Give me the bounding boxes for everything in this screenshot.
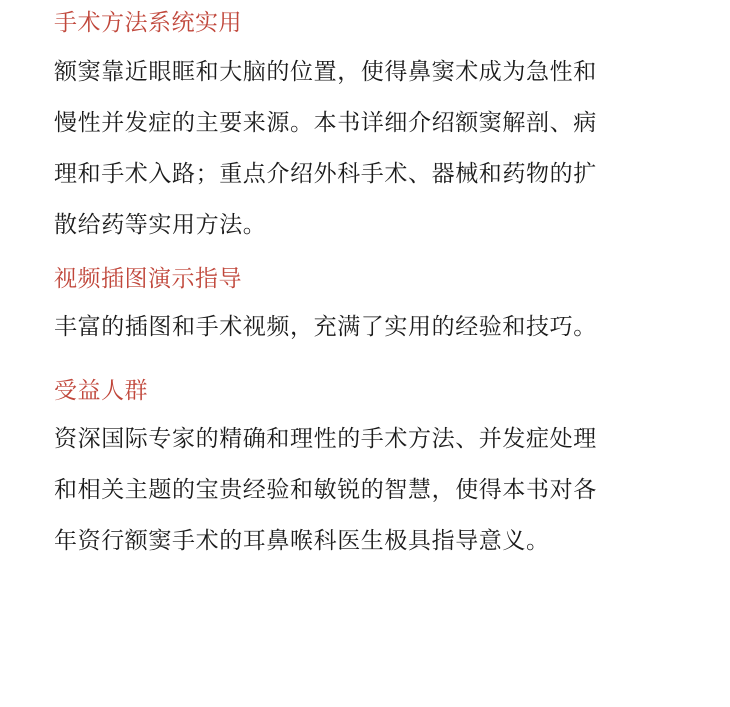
paragraph-line: 年资行额窦手术的耳鼻喉科医生极具指导意义。	[54, 528, 550, 554]
paragraph-line: 散给药等实用方法。	[54, 212, 267, 238]
section-heading-video-illustrations: 视频插图演示指导	[54, 266, 242, 292]
paragraph-line: 理和手术入路；重点介绍外科手术、器械和药物的扩	[54, 161, 597, 187]
section-body-audience	[54, 414, 597, 567]
section-body-video-illustrations	[54, 302, 597, 353]
paragraph-line: 和相关主题的宝贵经验和敏锐的智慧，使得本书对各	[54, 477, 597, 503]
paragraph-line: 慢性并发症的主要来源。本书详细介绍额窦解剖、病	[54, 110, 597, 136]
section-heading-surgical-methods: 手术方法系统实用	[54, 10, 242, 36]
paragraph-line: 资深国际专家的精确和理性的手术方法、并发症处理	[54, 426, 597, 452]
section-heading-audience: 受益人群	[54, 378, 148, 404]
paragraph-line: 丰富的插图和手术视频，充满了实用的经验和技巧。	[54, 314, 597, 340]
paragraph-line: 额窦靠近眼眶和大脑的位置，使得鼻窦术成为急性和	[54, 59, 597, 85]
section-body-surgical-methods	[54, 47, 597, 251]
